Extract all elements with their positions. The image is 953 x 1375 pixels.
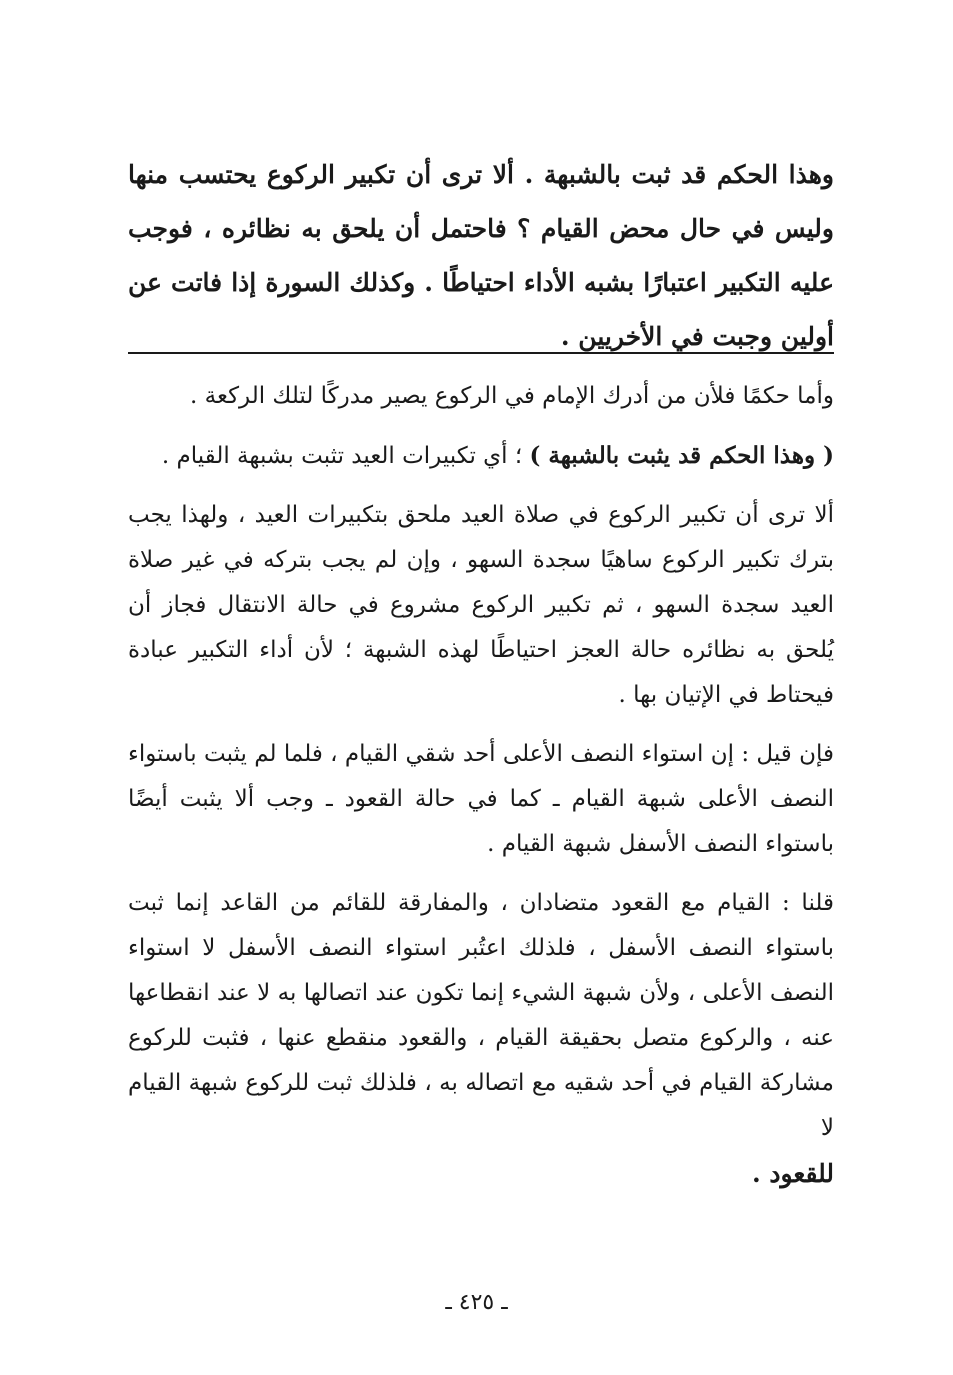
commentary-paragraph-2-rest: ؛ أي تكبيرات العيد تثبت بشبهة القيام . xyxy=(161,443,530,469)
commentary-paragraph-2 xyxy=(128,433,834,479)
matn-paragraph: وهذا الحكم قد ثبت بالشبهة . ألا ترى أن تكبير الركوع يحتسب منها وليس في حال محض القيام ؟ فاحتمل أن يلحق به نظائره ، فوجب عليه التكبير اعتبارًا بشبه الأداء احتياطًا . وكذلك السورة إذا فاتت عن أولين وجبت في الأخريين . xyxy=(128,160,834,351)
commentary-paragraph-1: وأما حكمًا فلأن من أدرك الإمام في الركوع يصير مدركًا لتلك الركعة . xyxy=(190,383,834,409)
commentary-paragraph-3: ألا ترى أن تكبير الركوع في صلاة العيد ملحق بتكبيرات العيد ، ولهذا يجب بترك تكبير الركوع ساهيًا سجدة السهو ، وإن لم يجب بتركه في غير صلاة العيد سجدة السهو ، ثم تكبير الركوع مشروع في حالة الانتقال فجاز أن يُلحق به نظائره حالة العجز احتياطًا لهذه الشبهة ؛ لأن أداء التكبير عبادة فيحتاط في الإتيان بها . xyxy=(128,502,834,708)
commentary-paragraph-6: للقعود . xyxy=(751,1159,834,1188)
commentary-text xyxy=(128,374,834,1210)
quoted-matn: ( وهذا الحكم قد يثبت بالشبهة ) xyxy=(529,442,834,469)
divider-line xyxy=(128,352,834,354)
commentary-paragraph-5: قلنا : القيام مع القعود متضادان ، والمفارقة للقائم من القاعد إنما ثبت باستواء النصف الأسفل ، فلذلك اعتُبر استواء النصف الأسفل لا استواء النصف الأعلى ، ولأن شبهة الشيء إنما تكون عند اتصالها به لا عند انقطاعها عنه ، والركوع متصل بحقيقة القيام ، والقعود منقطع عنها ، فثبت للركوع مشاركة القيام في أحد شقيه مع اتصاله به ، فلذلك ثبت للركوع شبهة القيام لا xyxy=(128,890,834,1141)
page-number: ـ ٤٢٥ ـ xyxy=(445,1290,508,1315)
commentary-paragraph-4: فإن قيل : إن استواء النصف الأعلى أحد شقي القيام ، فلما لم يثبت باستواء النصف الأعلى شبهة القيام ـ كما في حالة القعود ـ وجب ألا يثبت أيضًا باستواء النصف الأسفل شبهة القيام . xyxy=(128,741,834,857)
matn-text xyxy=(128,148,834,364)
